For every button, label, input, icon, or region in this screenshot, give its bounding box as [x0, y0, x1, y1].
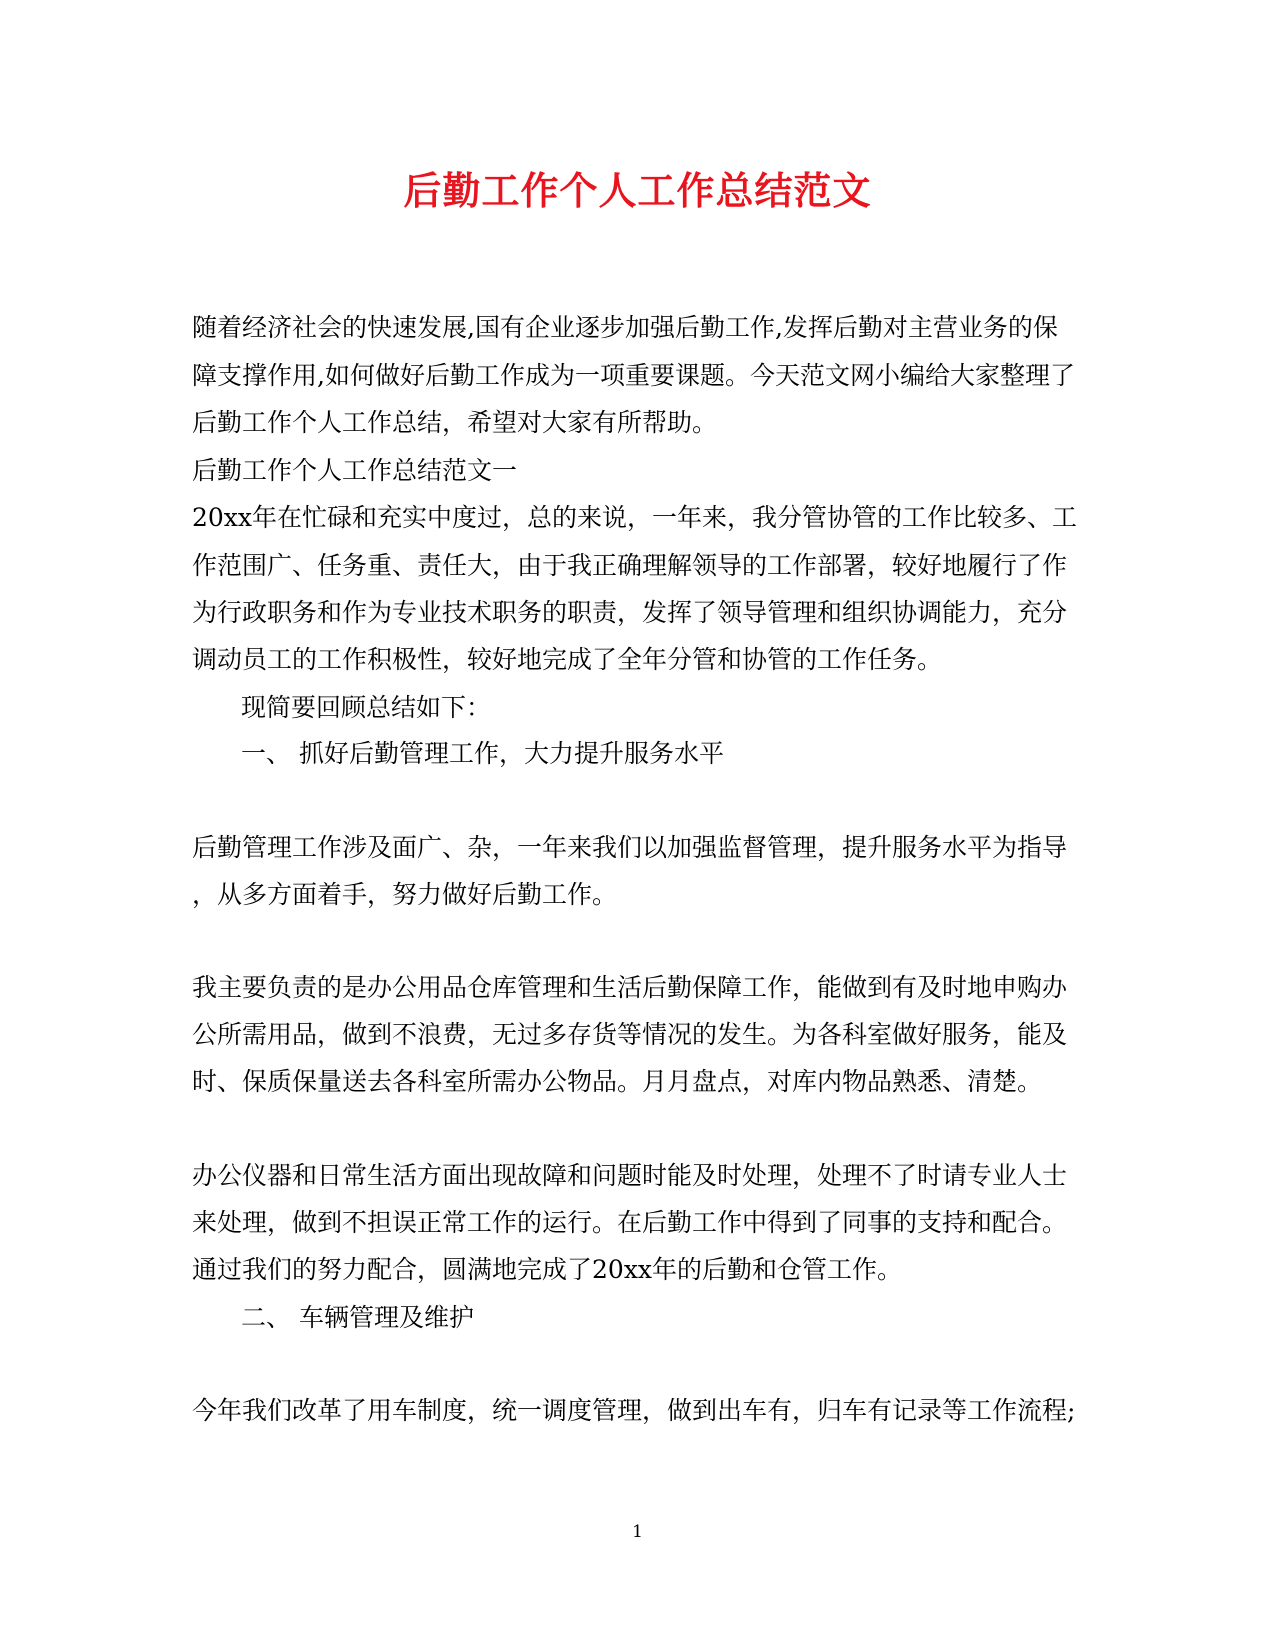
body-line: 我主要负责的是办公用品仓库管理和生活后勤保障工作，能做到有及时地申购办 [192, 973, 1068, 1002]
body-line: 为行政职务和作为专业技术职务的职责，发挥了领导管理和组织协调能力，充分 [192, 598, 1068, 627]
body-line: ，从多方面着手，努力做好后勤工作。 [192, 880, 618, 909]
body-line: 公所需用品，做到不浪费，无过多存货等情况的发生。为各科室做好服务，能及 [192, 1020, 1068, 1049]
body-line: 来处理，做到不担误正常工作的运行。在后勤工作中得到了同事的支持和配合。 [192, 1208, 1068, 1237]
body-line: 办公仪器和日常生活方面出现故障和问题时能及时处理，处理不了时请专业人士 [192, 1161, 1068, 1190]
body-line: 20xx年在忙碌和充实中度过，总的来说，一年来，我分管协管的工作比较多、工 [192, 503, 1078, 532]
body-line: 通过我们的努力配合，圆满地完成了20xx年的后勤和仓管工作。 [192, 1255, 903, 1284]
body-line: 后勤工作个人工作总结，希望对大家有所帮助。 [192, 408, 718, 437]
body-line: 今年我们改革了用车制度，统一调度管理，做到出车有，归车有记录等工作流程; [192, 1396, 1076, 1425]
subsection-heading: 一、 抓好后勤管理工作，大力提升服务水平 [241, 739, 724, 768]
subsection-heading: 二、 车辆管理及维护 [241, 1303, 474, 1332]
body-line: 时、保质保量送去各科室所需办公物品。月月盘点，对库内物品熟悉、清楚。 [192, 1067, 1043, 1096]
page-number: 1 [632, 1522, 643, 1542]
body-line: 作范围广、任务重、责任大，由于我正确理解领导的工作部署，较好地履行了作 [192, 551, 1068, 580]
body-line: 调动员工的工作积极性，较好地完成了全年分管和协管的工作任务。 [192, 645, 943, 674]
section-heading: 后勤工作个人工作总结范文一 [192, 456, 518, 485]
body-line: 障支撑作用,如何做好后勤工作成为一项重要课题。今天范文网小编给大家整理了 [192, 361, 1075, 390]
body-line: 现简要回顾总结如下： [241, 693, 492, 722]
document-title: 后勤工作个人工作总结范文 [403, 168, 872, 213]
body-line: 随着经济社会的快速发展,国有企业逐步加强后勤工作,发挥后勤对主营业务的保 [192, 313, 1058, 342]
body-line: 后勤管理工作涉及面广、杂，一年来我们以加强监督管理，提升服务水平为指导 [192, 833, 1068, 862]
